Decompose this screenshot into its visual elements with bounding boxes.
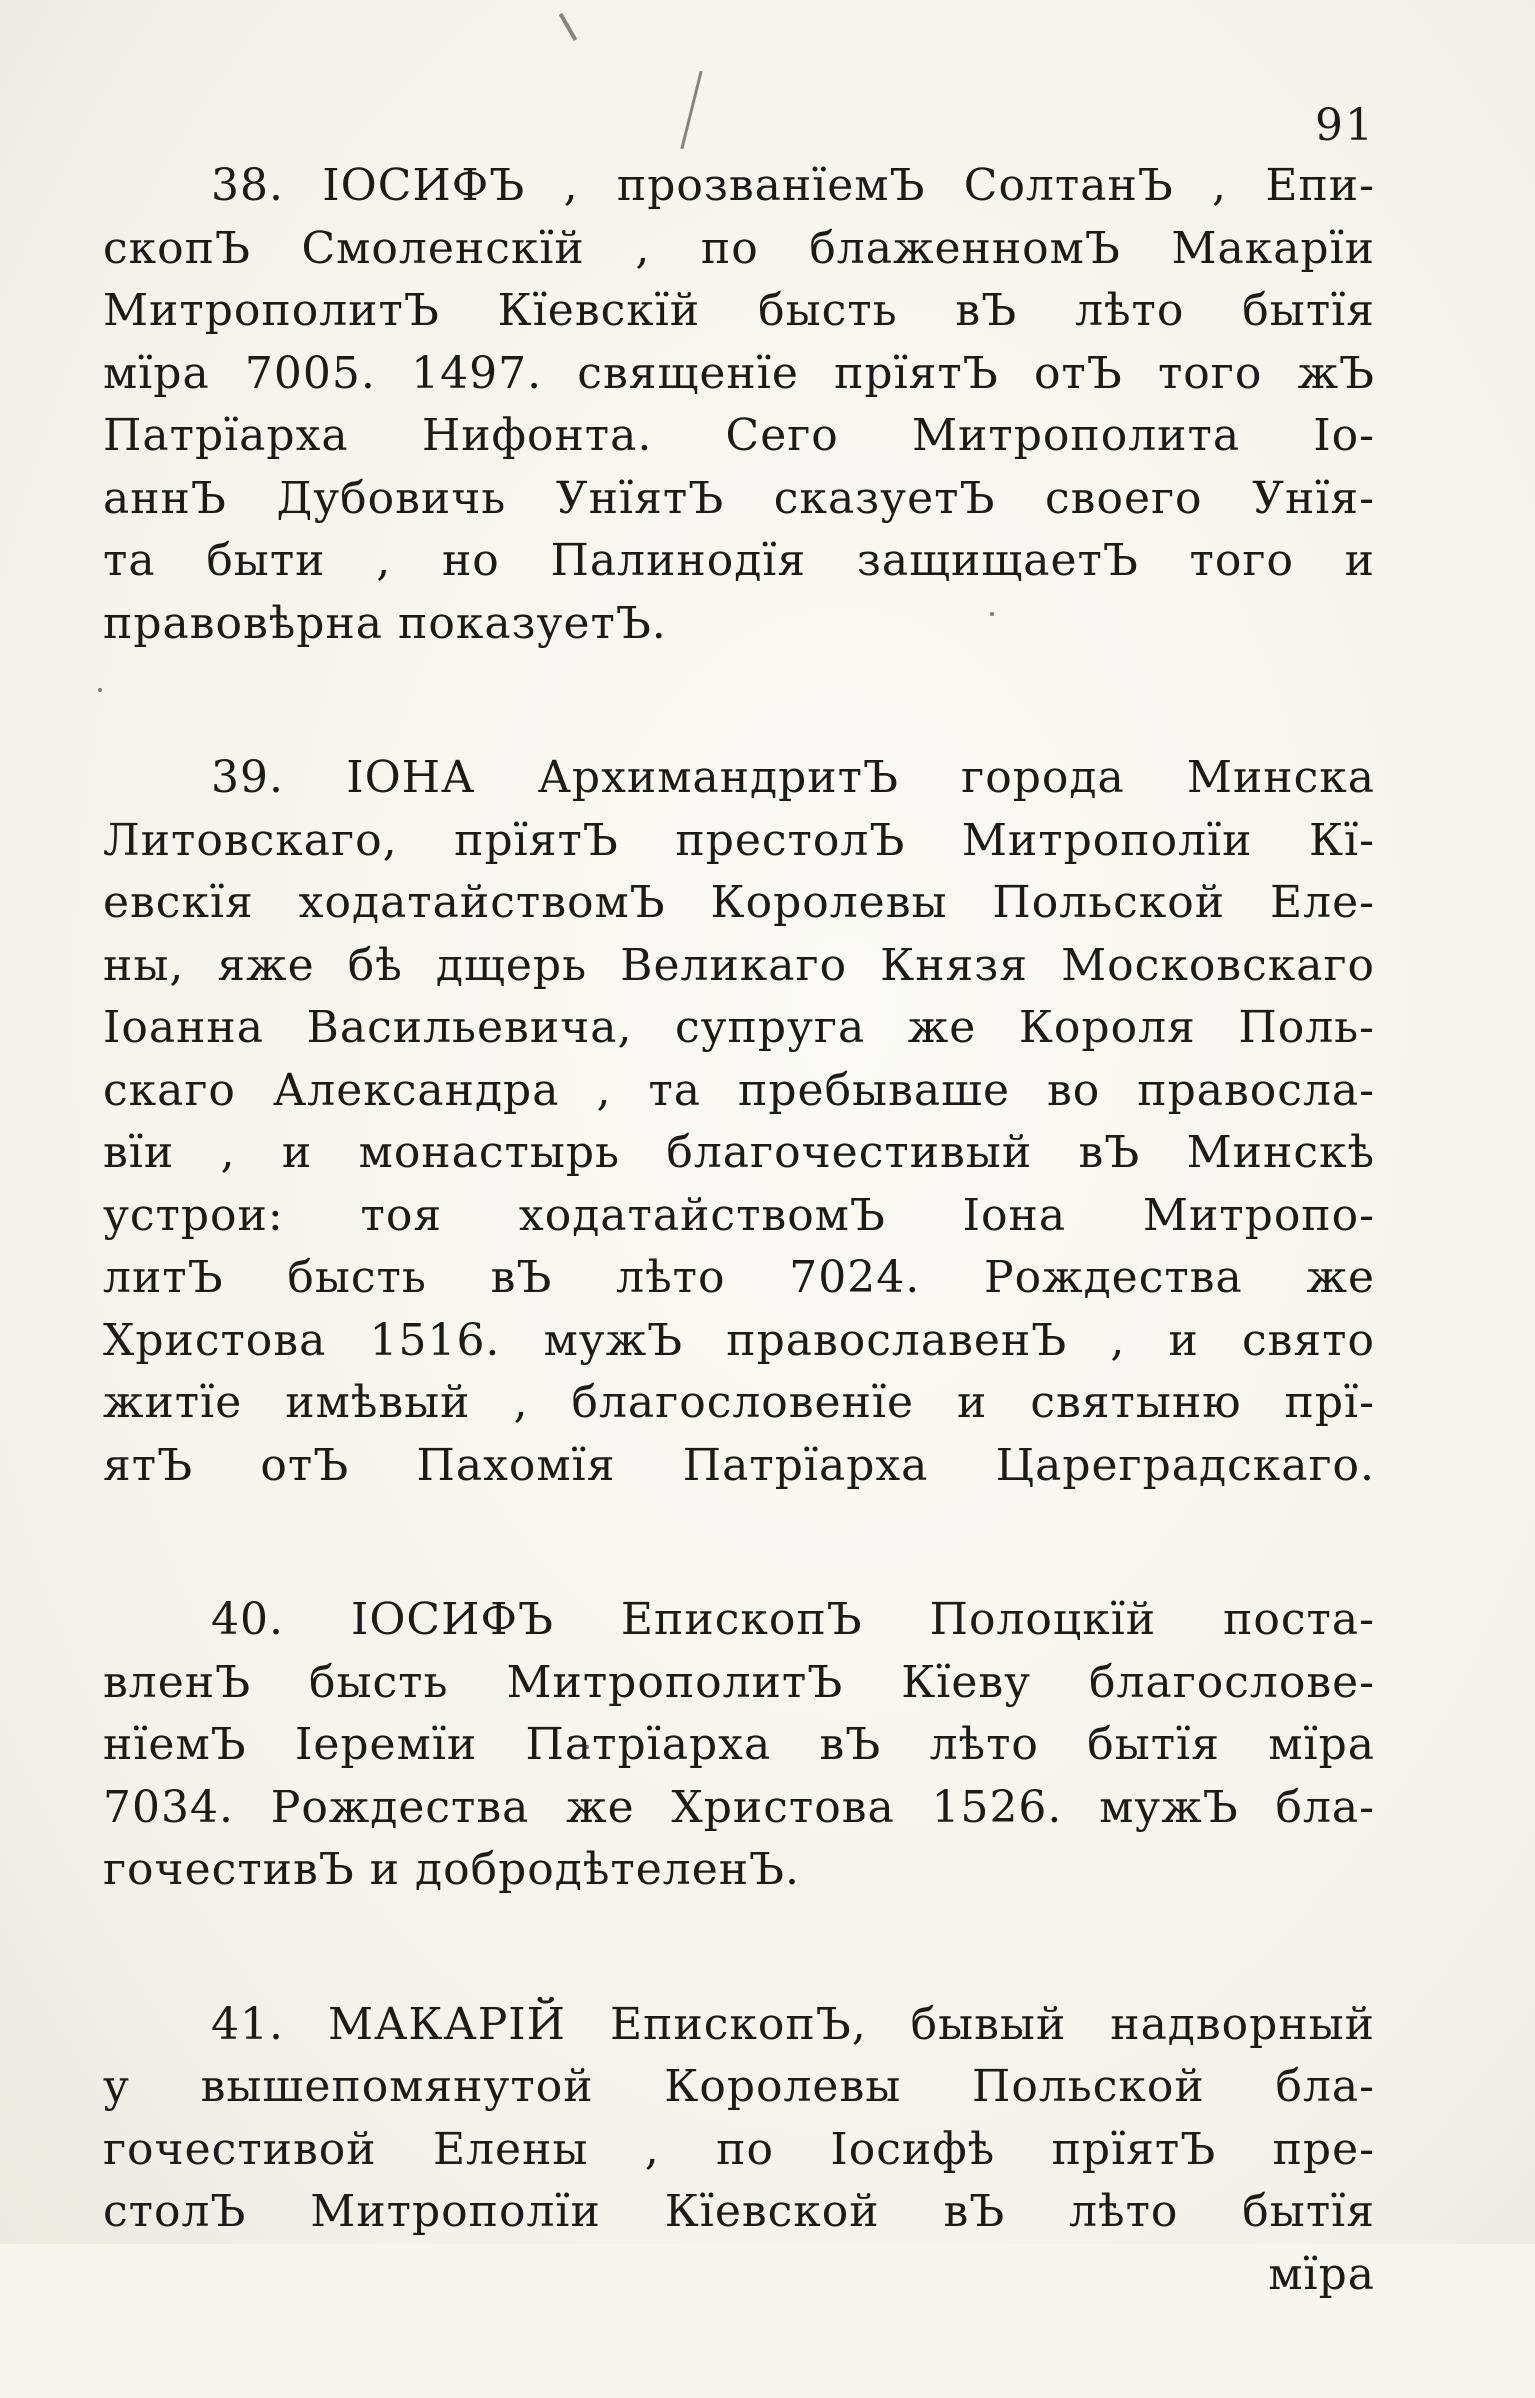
text-line: правовѣрна показуетЪ. <box>103 597 667 649</box>
text-line: 41. МАКАРІЙ ЕпископЪ, бывый надворный <box>211 1998 1375 2050</box>
text-line: Христова 1516. мужЪ православенЪ , и свято <box>103 1314 1375 1366</box>
entry-40 <box>103 1589 1375 1902</box>
text-line: гочестивой Елены , по Іосифѣ прїятЪ пре- <box>103 2123 1375 2175</box>
catchword: мїра <box>1268 2248 1375 2300</box>
entry-38 <box>103 155 1375 655</box>
text-line: 40. ІОСИФЪ ЕпископЪ Полоцкїй поста- <box>211 1594 1375 1645</box>
ink-stroke-mark <box>680 71 702 149</box>
text-line: житїе имѣвый , благословенїе и святыню прї- <box>103 1377 1375 1428</box>
text-column <box>103 155 1375 2398</box>
text-line: ны, яже бѣ дщерь Великаго Князя Московскаго <box>103 939 1375 991</box>
text-line: 7034. Рождества же Христова 1526. мужЪ бла- <box>103 1781 1375 1833</box>
text-line: 38. ІОСИФЪ , прозванїемЪ СолтанЪ , Епи- <box>211 160 1375 211</box>
text-line: гочестивЪ и добродѣтеленЪ. <box>103 1844 800 1895</box>
entry-41 <box>103 1994 1375 2307</box>
text-line: Патрїарха Нифонта. Сего Митрополита Іо- <box>103 410 1375 461</box>
text-line: скаго Александра , та пребываше во правосла- <box>103 1064 1375 1116</box>
text-line: вленЪ бысть МитрополитЪ Кїеву благослове- <box>103 1656 1375 1708</box>
text-line: скопЪ Смоленскїй , по блаженномЪ Макарїи <box>103 222 1375 274</box>
text-line: ятЪ отЪ Пахомїя Патрїарха Цареградскаго. <box>103 1439 1375 1491</box>
text-line: Іоанна Васильевича, супруга же Короля Поль- <box>103 1002 1375 1053</box>
text-line: аннЪ Дубовичь УнїятЪ сказуетЪ своего Унїя- <box>103 472 1375 524</box>
text-line: евскїя ходатайствомЪ Королевы Польской Еле- <box>103 877 1375 928</box>
text-line: столЪ Митрополїи Кїевской вЪ лѣто бытїя <box>103 2186 1375 2237</box>
text-line: устрои: тоя ходатайствомЪ Іона Митропо- <box>103 1189 1375 1241</box>
text-line: у вышепомянутой Королевы Польской бла- <box>103 2061 1375 2112</box>
text-line: мїра 7005. 1497. священїе прїятЪ отЪ того жЪ <box>103 347 1375 399</box>
text-line: вїи , и монастырь благочестивый вЪ Минскѣ <box>103 1127 1375 1178</box>
text-line: нїемЪ Іеремїи Патрїарха вЪ лѣто бытїя мїра <box>103 1719 1375 1770</box>
text-line: 39. ІОНА АрхимандритЪ города Минска <box>211 752 1375 803</box>
text-line: литЪ бысть вЪ лѣто 7024. Рождества же <box>103 1252 1375 1303</box>
text-line: та быти , но Палинодїя защищаетЪ того и <box>103 535 1375 586</box>
ink-stroke-mark <box>559 13 577 41</box>
text-line: Литовскаго, прїятЪ престолЪ Митрополїи Кї- <box>103 814 1375 866</box>
entry-39 <box>103 747 1375 1497</box>
page-number: 91 <box>1315 100 1375 151</box>
text-line: МитрополитЪ Кїевскїй бысть вЪ лѣто бытїя <box>103 285 1375 336</box>
ink-speck <box>98 688 102 692</box>
